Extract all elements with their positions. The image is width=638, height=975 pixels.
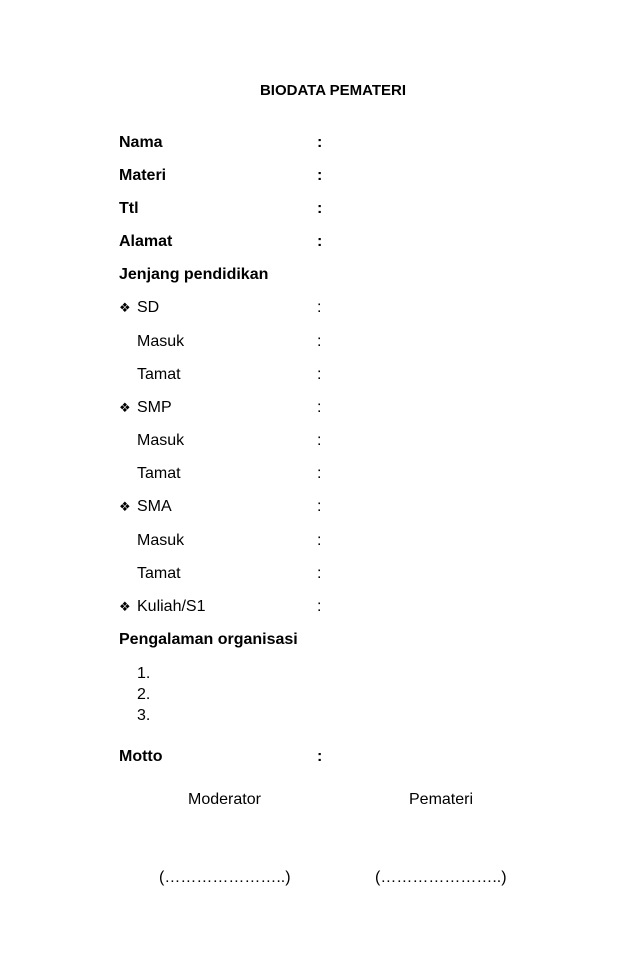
education-level-label: SMA	[137, 498, 172, 515]
diamond-bullet-icon: ❖	[119, 400, 131, 415]
field-colon: :	[317, 333, 322, 350]
organization-item: 1.	[137, 665, 151, 682]
organization-heading: Pengalaman organisasi	[119, 631, 298, 648]
diamond-bullet-icon: ❖	[119, 300, 131, 315]
moderator-label: Moderator	[188, 791, 261, 808]
field-colon: :	[317, 498, 322, 515]
field-motto: Motto	[119, 748, 163, 765]
page-title: BIODATA PEMATERI	[259, 82, 407, 99]
field-label: Ttl	[119, 200, 139, 217]
field-colon: :	[317, 399, 322, 416]
field-nama	[119, 133, 163, 153]
field-colon: :	[317, 748, 323, 765]
field-colon: :	[317, 299, 322, 316]
field-label: Materi	[119, 167, 167, 184]
education-level-label: Kuliah/S1	[137, 598, 206, 615]
education-smp	[119, 398, 172, 418]
pemateri-signature-line: (…………………..)	[375, 869, 507, 886]
field-colon: :	[317, 532, 322, 549]
field-alamat	[119, 232, 172, 252]
field-colon: :	[317, 200, 323, 217]
field-colon: :	[317, 565, 322, 582]
diamond-bullet-icon: ❖	[119, 599, 131, 614]
education-sd-tamat: Tamat	[137, 366, 181, 383]
education-kuliah	[119, 597, 206, 617]
education-sma	[119, 497, 172, 517]
organization-list	[137, 663, 150, 726]
education-sma-masuk: Masuk	[137, 532, 185, 549]
education-smp-tamat: Tamat	[137, 465, 181, 482]
field-materi	[119, 166, 166, 186]
field-colon: :	[317, 167, 323, 184]
education-heading: Jenjang pendidikan	[119, 266, 269, 283]
education-level-label: SD	[137, 299, 160, 316]
diamond-bullet-icon: ❖	[119, 499, 131, 514]
education-sma-tamat: Tamat	[137, 565, 181, 582]
education-sd-masuk: Masuk	[137, 333, 185, 350]
field-colon: :	[317, 432, 322, 449]
organization-item: 3.	[137, 707, 151, 724]
field-ttl	[119, 199, 139, 219]
field-colon: :	[317, 598, 322, 615]
field-colon: :	[317, 366, 322, 383]
education-smp-masuk: Masuk	[137, 432, 185, 449]
field-label: Nama	[119, 134, 163, 151]
organization-item: 2.	[137, 686, 151, 703]
education-level-label: SMP	[137, 399, 172, 416]
field-label: Alamat	[119, 233, 173, 250]
moderator-signature-line: (…………………..)	[159, 869, 291, 886]
education-sd	[119, 298, 159, 318]
field-colon: :	[317, 233, 323, 250]
field-colon: :	[317, 465, 322, 482]
pemateri-label: Pemateri	[409, 791, 474, 808]
field-colon: :	[317, 134, 323, 151]
